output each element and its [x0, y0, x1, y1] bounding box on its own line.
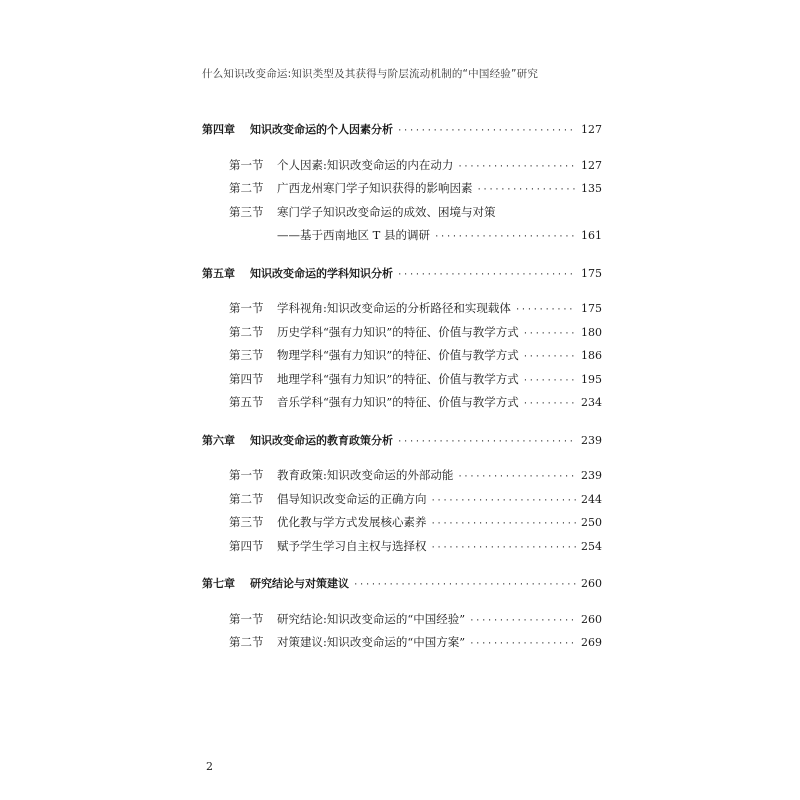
section-page: 180: [581, 325, 602, 339]
chapter-title: 知识改变命运的学科知识分析: [250, 266, 393, 280]
dot-leader: [431, 513, 577, 537]
toc-chapter-7: [202, 572, 602, 596]
dot-leader: [523, 323, 576, 347]
toc-section-continuation: [202, 224, 602, 248]
chapter-label: 第七章: [202, 577, 235, 590]
toc-section: [202, 631, 602, 655]
toc-section: [202, 154, 602, 178]
section-label: 第三节: [229, 204, 264, 219]
section-page: 175: [581, 302, 602, 315]
section-label: 第一节: [229, 157, 264, 172]
section-label: 第二节: [229, 491, 264, 506]
toc-section: [202, 201, 602, 225]
toc-chapter-4: [202, 118, 602, 142]
chapter-title: 知识改变命运的个人因素分析: [250, 123, 393, 136]
section-title: 赋予学生学习自主权与选择权: [277, 538, 427, 553]
section-label: 第二节: [229, 324, 264, 339]
section-page: 269: [581, 636, 602, 649]
section-page: 239: [581, 469, 602, 482]
running-head: 什么知识改变命运:知识类型及其获得与阶层流动机制的“中国经验”研究: [202, 68, 539, 80]
toc-chapter-5: [202, 262, 602, 286]
dot-leader: [434, 226, 576, 250]
section-label: 第三节: [229, 515, 264, 529]
section-page: 127: [581, 158, 602, 172]
dot-leader: [457, 156, 576, 180]
chapter-page: 175: [581, 266, 602, 280]
toc-section: [202, 488, 602, 512]
toc-section: [202, 321, 602, 345]
section-label: 第一节: [229, 301, 264, 315]
dot-leader: [397, 264, 576, 288]
dot-leader: [397, 120, 576, 144]
chapter-label: 第六章: [202, 433, 235, 447]
dot-leader: [469, 633, 576, 657]
dot-leader: [523, 393, 576, 417]
section-title: 寒门学子知识改变命运的成效、困境与对策: [277, 204, 496, 219]
section-page: 250: [581, 516, 602, 529]
toc-chapter-6: [202, 429, 602, 453]
section-title: 优化教与学方式发展核心素养: [277, 515, 427, 529]
toc-section: [202, 535, 602, 559]
toc-section: [202, 464, 602, 488]
section-page: 186: [581, 349, 602, 362]
section-subtitle: ——基于西南地区 T 县的调研: [277, 228, 430, 242]
section-title: 物理学科“强有力知识”的特征、价值与教学方式: [277, 348, 519, 362]
section-page: 244: [581, 492, 602, 506]
section-title: 倡导知识改变命运的正确方向: [277, 491, 427, 506]
section-title: 广西龙州寒门学子知识获得的影响因素: [277, 181, 473, 195]
dot-leader: [457, 466, 576, 490]
section-title: 历史学科“强有力知识”的特征、价值与教学方式: [277, 324, 519, 339]
toc-section: [202, 511, 602, 535]
dot-leader: [397, 431, 576, 455]
section-page: 254: [581, 539, 602, 553]
section-title: 个人因素:知识改变命运的内在动力: [277, 157, 454, 172]
dot-leader: [431, 537, 577, 561]
section-title: 音乐学科“强有力知识”的特征、价值与教学方式: [277, 395, 519, 409]
toc-section: [202, 344, 602, 368]
chapter-page: 260: [581, 577, 602, 590]
dot-leader: [469, 610, 576, 634]
section-label: 第四节: [229, 371, 264, 386]
section-page: 195: [581, 372, 602, 386]
chapter-page: 239: [581, 433, 602, 447]
section-label: 第一节: [229, 468, 264, 482]
dot-leader: [515, 299, 576, 323]
toc-section: [202, 297, 602, 321]
section-label: 第五节: [229, 395, 264, 409]
section-page: 234: [581, 396, 602, 409]
chapter-title: 研究结论与对策建议: [250, 577, 349, 590]
dot-leader: [431, 490, 577, 514]
chapter-label: 第五章: [202, 266, 235, 280]
toc-section: [202, 368, 602, 392]
chapter-title: 知识改变命运的教育政策分析: [250, 433, 393, 447]
section-title: 对策建议:知识改变命运的“中国方案”: [277, 635, 466, 649]
dot-leader: [523, 370, 576, 394]
section-page: 161: [581, 229, 602, 242]
section-page: 260: [581, 612, 602, 626]
section-title: 教育政策:知识改变命运的外部动能: [277, 468, 454, 482]
section-label: 第二节: [229, 181, 264, 195]
section-label: 第二节: [229, 635, 264, 649]
chapter-label: 第四章: [202, 123, 235, 136]
toc-section: [202, 177, 602, 201]
section-title: 研究结论:知识改变命运的“中国经验”: [277, 611, 466, 626]
section-label: 第一节: [229, 611, 264, 626]
table-of-contents: [202, 118, 602, 655]
toc-section: [202, 391, 602, 415]
toc-section: [202, 608, 602, 632]
page-number: 2: [206, 760, 213, 773]
section-page: 135: [581, 182, 602, 195]
section-title: 地理学科“强有力知识”的特征、价值与教学方式: [277, 371, 519, 386]
dot-leader: [523, 346, 576, 370]
chapter-page: 127: [581, 123, 602, 136]
dot-leader: [353, 574, 576, 598]
section-label: 第四节: [229, 538, 264, 553]
dot-leader: [477, 179, 577, 203]
section-label: 第三节: [229, 348, 264, 362]
section-title: 学科视角:知识改变命运的分析路径和实现载体: [277, 301, 511, 315]
